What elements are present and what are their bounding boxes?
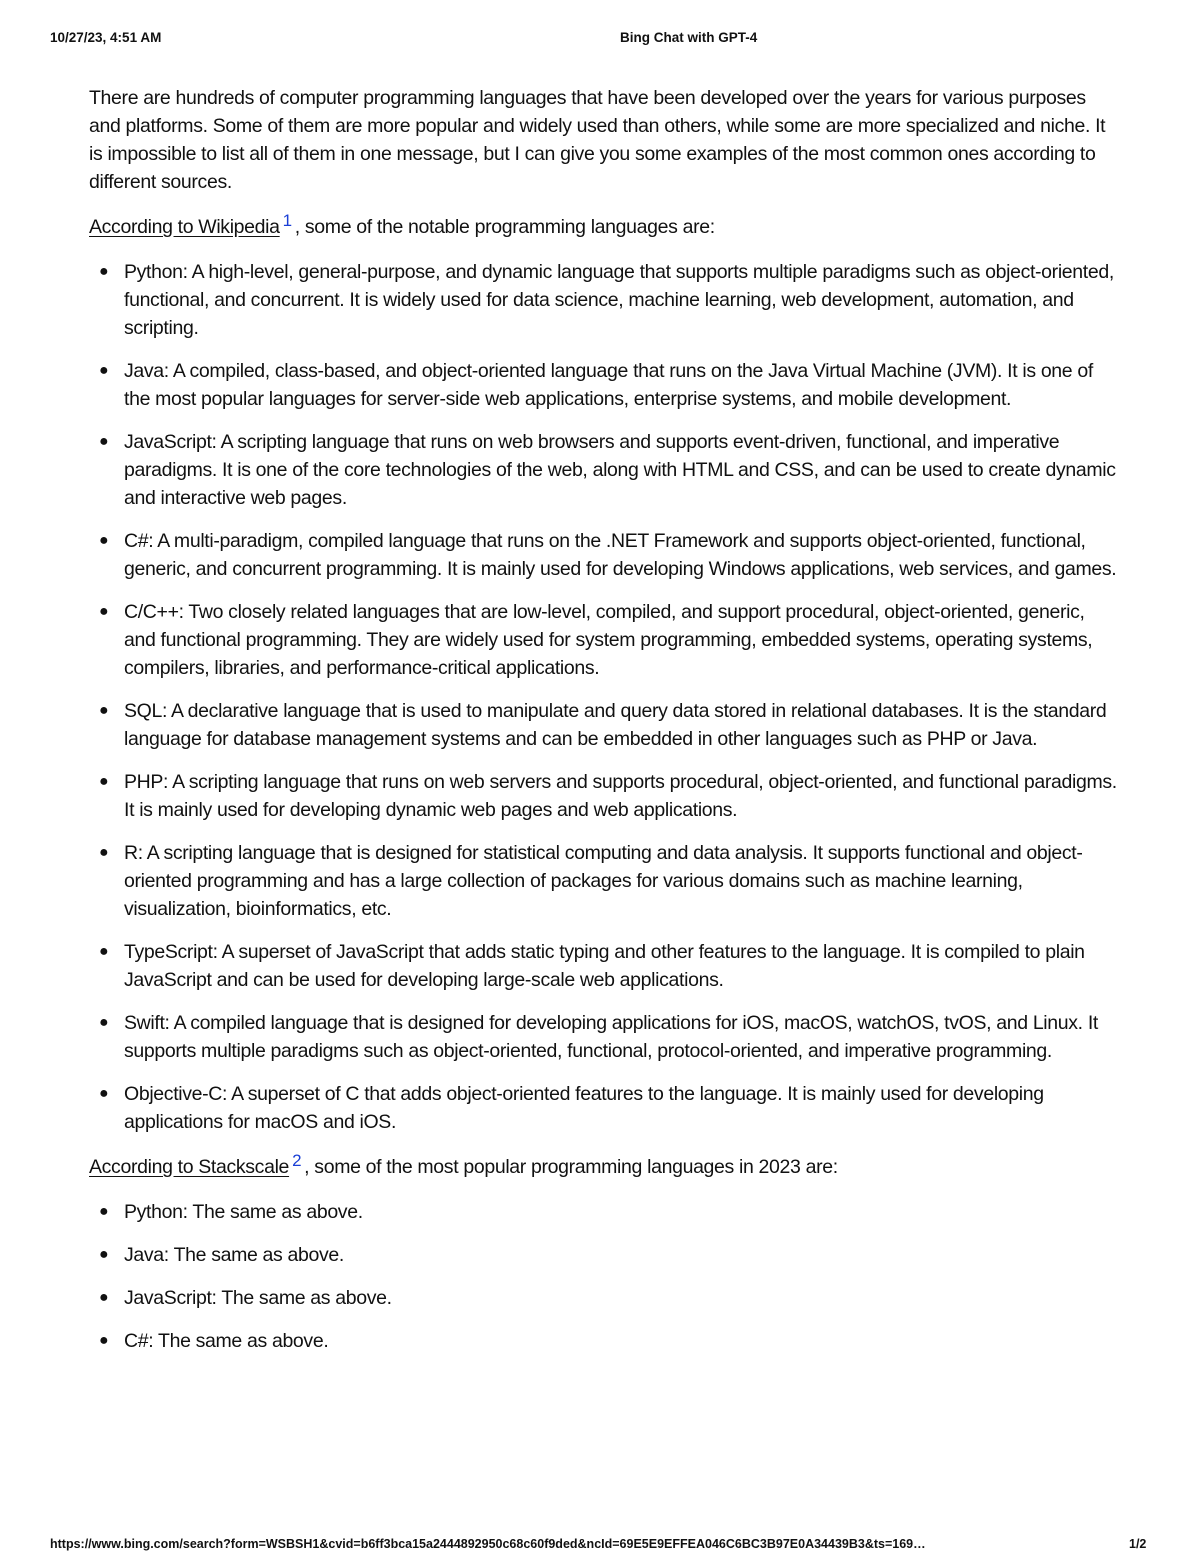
- chat-response: [89, 84, 1119, 1372]
- bullet-icon: ●: [99, 532, 109, 549]
- page-number: 1/2: [1129, 1537, 1147, 1551]
- list-item: ● PHP: A scripting language that runs on web servers and supports procedural, object-oriented, and functional paradigms. It is mainly used for developing dynamic web pages and web applications.: [89, 768, 1119, 824]
- bullet-icon: ●: [99, 1014, 109, 1031]
- source-stackscale-text: , some of the most popular programming languages in 2023 are:: [304, 1156, 838, 1178]
- bullet-icon: ●: [99, 943, 109, 960]
- bullet-icon: ●: [99, 1203, 109, 1220]
- bullet-icon: ●: [99, 1085, 109, 1102]
- bullet-icon: ●: [99, 433, 109, 450]
- print-header: [0, 30, 1200, 50]
- bullet-icon: ●: [99, 1332, 109, 1349]
- list-item: ● Java: A compiled, class-based, and object-oriented language that runs on the Java Virtual Machine (JVM). It is one of the most popular languages for server-side web applications, enterprise systems, and mobile development.: [89, 357, 1119, 413]
- list-item: ● JavaScript: A scripting language that runs on web browsers and supports event-driven, functional, and imperative paradigms. It is one of the core technologies of the web, along with HTML and CSS, and can be used to create dynamic and interactive web pages.: [89, 428, 1119, 512]
- source-stackscale-line: [89, 1153, 1119, 1182]
- list-item: ● R: A scripting language that is designed for statistical computing and data analysis. It supports functional and object-oriented programming and has a large collection of packages for various domains such as machine learning, visualization, bioinformatics, etc.: [89, 839, 1119, 923]
- source-wikipedia-text: , some of the notable programming languages are:: [294, 216, 715, 238]
- bullet-icon: ●: [99, 773, 109, 790]
- list-item: ● Python: The same as above.: [89, 1198, 1119, 1226]
- list-item: ● Swift: A compiled language that is designed for developing applications for iOS, macOS, watchOS, tvOS, and Linux. It supports multiple paradigms such as object-oriented, functional, protocol-oriented, and imperative programming.: [89, 1009, 1119, 1065]
- bullet-icon: ●: [99, 1246, 109, 1263]
- bullet-icon: ●: [99, 263, 109, 280]
- print-datetime: 10/27/23, 4:51 AM: [50, 30, 162, 45]
- list-item: ● TypeScript: A superset of JavaScript that adds static typing and other features to the language. It is compiled to plain JavaScript and can be used for developing large-scale web applications.: [89, 938, 1119, 994]
- print-footer: [0, 1537, 1200, 1553]
- bullet-icon: ●: [99, 844, 109, 861]
- list-item: ● Objective-C: A superset of C that adds object-oriented features to the language. It is mainly used for developing applications for macOS and iOS.: [89, 1080, 1119, 1136]
- notable-languages-list: [89, 258, 1119, 1136]
- print-url: https://www.bing.com/search?form=WSBSH1&cvid=b6ff3bca15a2444892950c68c60f9ded&ncId=69E5E9EFFEA046C6BC3B97E0A34439B3&ts=169…: [50, 1537, 926, 1551]
- list-item: ● C#: The same as above.: [89, 1327, 1119, 1355]
- list-item: ● JavaScript: The same as above.: [89, 1284, 1119, 1312]
- bullet-icon: ●: [99, 362, 109, 379]
- source-link-wikipedia[interactable]: According to Wikipedia: [89, 216, 280, 238]
- bullet-icon: ●: [99, 603, 109, 620]
- list-item: ● Java: The same as above.: [89, 1241, 1119, 1269]
- bullet-icon: ●: [99, 702, 109, 719]
- print-page-title: Bing Chat with GPT-4: [620, 30, 758, 45]
- list-item: ● SQL: A declarative language that is used to manipulate and query data stored in relational databases. It is the standard language for database management systems and can be embedded in other languages such as PHP or Java.: [89, 697, 1119, 753]
- citation-marker-2[interactable]: 2: [292, 1151, 302, 1170]
- source-wikipedia-line: [89, 213, 1119, 242]
- citation-marker-1[interactable]: 1: [282, 211, 292, 230]
- list-item: ● C/C++: Two closely related languages that are low-level, compiled, and support procedural, object-oriented, generic, and functional programming. They are widely used for system programming, embedded systems, operating systems, compilers, libraries, and performance-critical applications.: [89, 598, 1119, 682]
- popular-languages-list: [89, 1198, 1119, 1355]
- bullet-icon: ●: [99, 1289, 109, 1306]
- list-item: ● Python: A high-level, general-purpose, and dynamic language that supports multiple paradigms such as object-oriented, functional, and concurrent. It is widely used for data science, machine learning, web development, automation, and scripting.: [89, 258, 1119, 342]
- list-item: ● C#: A multi-paradigm, compiled language that runs on the .NET Framework and supports object-oriented, functional, generic, and concurrent programming. It is mainly used for developing Windows applications, web services, and games.: [89, 527, 1119, 583]
- source-link-stackscale[interactable]: According to Stackscale: [89, 1156, 290, 1178]
- intro-paragraph: There are hundreds of computer programming languages that have been developed over the years for various purposes and platforms. Some of them are more popular and widely used than others, while some are more specialized and niche. It is impossible to list all of them in one message, but I can give you some examples of the most common ones according to different sources.: [89, 87, 1106, 193]
